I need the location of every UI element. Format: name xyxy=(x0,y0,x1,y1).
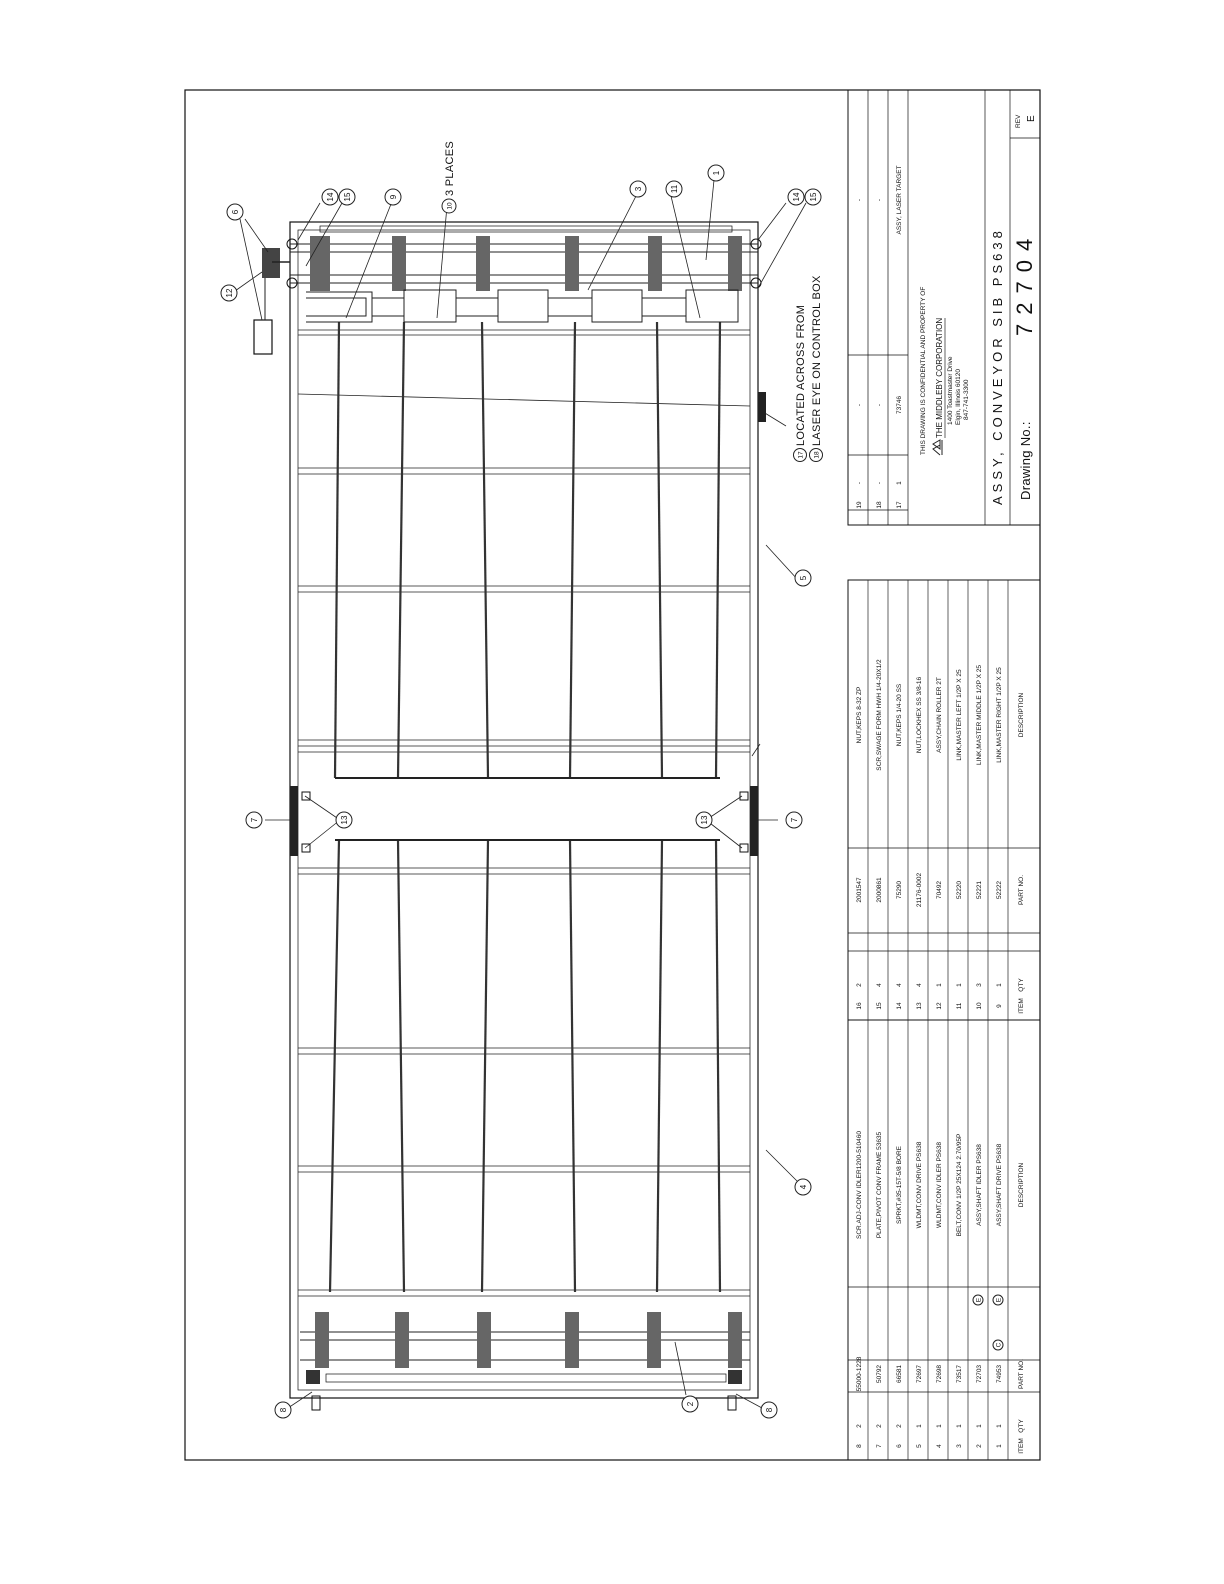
svg-text:NUT,LOCKHEX SS 3/8-16: NUT,LOCKHEX SS 3/8-16 xyxy=(916,676,923,754)
svg-text:55000-1228: 55000-1228 xyxy=(856,1356,863,1392)
svg-text:9: 9 xyxy=(996,1004,1003,1008)
balloon-4 xyxy=(795,1179,811,1195)
bom-part-rev-mark xyxy=(993,1340,1003,1350)
svg-text:15: 15 xyxy=(876,1002,883,1010)
bom-part-no xyxy=(936,1365,943,1383)
idler-shaft xyxy=(300,1312,750,1410)
bom-qty xyxy=(896,1424,903,1428)
svg-text:1: 1 xyxy=(996,1444,1003,1448)
bom-qty xyxy=(876,1424,883,1428)
bom-qty xyxy=(976,1424,983,1428)
master-links xyxy=(306,290,738,322)
note-laser-eye xyxy=(810,275,824,461)
svg-text:7: 7 xyxy=(250,817,259,823)
bom-qty xyxy=(976,983,983,987)
svg-text:12: 12 xyxy=(936,1002,943,1010)
bom-part-no xyxy=(916,1365,923,1383)
svg-text:75290: 75290 xyxy=(896,880,903,900)
svg-text:3: 3 xyxy=(976,983,983,987)
svg-text:2: 2 xyxy=(856,1424,863,1428)
svg-text:70492: 70492 xyxy=(936,880,943,900)
svg-text:1: 1 xyxy=(936,1424,943,1428)
svg-text:3: 3 xyxy=(956,1444,963,1448)
bom-item xyxy=(936,1002,943,1010)
svg-text:50792: 50792 xyxy=(876,1364,883,1384)
svg-text:5: 5 xyxy=(916,1444,923,1448)
svg-text:THE MIDDLEBY CORPORATION: THE MIDDLEBY CORPORATION xyxy=(935,317,944,438)
bom-qty xyxy=(856,482,863,484)
svg-text:11: 11 xyxy=(956,1002,963,1010)
svg-text:8: 8 xyxy=(279,1407,288,1413)
bom-part-no xyxy=(996,1365,1003,1383)
drawing-border xyxy=(185,90,1040,1460)
svg-text:1: 1 xyxy=(916,1424,923,1428)
svg-text:LASER EYE ON CONTROL BOX: LASER EYE ON CONTROL BOX xyxy=(811,275,823,446)
bom-item xyxy=(896,1444,903,1448)
svg-text:2: 2 xyxy=(976,1444,983,1448)
svg-text:21176-0002: 21176-0002 xyxy=(916,872,923,908)
bom-right-text xyxy=(856,165,903,508)
bom-description xyxy=(876,199,883,201)
svg-text:DESCRIPTION: DESCRIPTION xyxy=(1018,1162,1025,1208)
svg-text:SCR,SWAGE FORM HWH 1/4-20X1/2: SCR,SWAGE FORM HWH 1/4-20X1/2 xyxy=(876,659,883,771)
svg-text:18: 18 xyxy=(876,501,883,509)
svg-text:72697: 72697 xyxy=(916,1364,923,1384)
drawing-number-label xyxy=(1018,421,1033,500)
svg-text:15: 15 xyxy=(809,192,818,202)
bom-part-no xyxy=(936,881,943,899)
svg-text:-: - xyxy=(856,403,863,407)
bom-item xyxy=(856,501,863,509)
svg-text:ASSY, CONVEYOR SIB PS638: ASSY, CONVEYOR SIB PS638 xyxy=(990,227,1005,505)
svg-text:-: - xyxy=(876,403,883,407)
bom-part-no xyxy=(896,396,903,414)
svg-text:11: 11 xyxy=(670,184,679,194)
balloon-8-left xyxy=(275,1402,291,1418)
balloon-12 xyxy=(221,285,237,301)
svg-text:LINK,MASTER LEFT 1/2P X 25: LINK,MASTER LEFT 1/2P X 25 xyxy=(956,669,963,761)
svg-text:10: 10 xyxy=(976,1002,983,1010)
svg-text:1: 1 xyxy=(936,983,943,987)
item-balloons xyxy=(221,165,821,1418)
svg-text:14: 14 xyxy=(896,1002,903,1010)
bom-table-left xyxy=(848,1020,1040,1460)
svg-text:4: 4 xyxy=(876,983,883,987)
balloon-14-left xyxy=(322,189,338,205)
title-confidential xyxy=(920,287,927,455)
bom-qty xyxy=(956,983,963,987)
svg-text:LOCATED ACROSS FROM: LOCATED ACROSS FROM xyxy=(795,304,807,446)
svg-text:10: 10 xyxy=(446,202,454,210)
svg-text:3 PLACES: 3 PLACES xyxy=(444,141,456,196)
svg-text:8: 8 xyxy=(856,1444,863,1448)
svg-text:9: 9 xyxy=(389,194,398,200)
svg-text:1: 1 xyxy=(896,481,903,485)
svg-text:74953: 74953 xyxy=(996,1364,1003,1384)
svg-text:WLDMT,CONV DRIVE PS638: WLDMT,CONV DRIVE PS638 xyxy=(916,1141,923,1229)
svg-text:Drawing No.:: Drawing No.: xyxy=(1018,421,1033,500)
svg-text:SPRKT,#35-15T-5/8 BORE: SPRKT,#35-15T-5/8 BORE xyxy=(896,1145,903,1225)
bom-item xyxy=(936,1444,943,1448)
svg-text:7: 7 xyxy=(876,1444,883,1448)
bom-part-no xyxy=(976,1365,983,1383)
svg-text:ITEM: ITEM xyxy=(1018,998,1025,1014)
svg-text:QTY: QTY xyxy=(1018,1419,1025,1433)
balloon-8-right xyxy=(761,1402,777,1418)
svg-text:52221: 52221 xyxy=(976,880,983,900)
bom-description xyxy=(956,1134,963,1237)
bom-qty xyxy=(896,983,903,987)
svg-text:18: 18 xyxy=(813,451,821,459)
svg-text:E: E xyxy=(975,1297,983,1303)
bom-part-no xyxy=(996,881,1003,899)
svg-text:66581: 66581 xyxy=(896,1364,903,1384)
bom-part-no xyxy=(896,881,903,899)
conveyor-drawing xyxy=(254,222,766,1413)
bom-item xyxy=(916,1002,923,1010)
bom-part-no xyxy=(876,404,883,406)
svg-text:2000861: 2000861 xyxy=(876,877,883,903)
svg-text:ASSY,SHAFT DRIVE PS638: ASSY,SHAFT DRIVE PS638 xyxy=(996,1143,1003,1227)
svg-text:ASSY,SHAFT IDLER PS638: ASSY,SHAFT IDLER PS638 xyxy=(976,1144,983,1226)
svg-text:1: 1 xyxy=(956,1424,963,1428)
bom-header-desc xyxy=(1018,1162,1025,1207)
svg-text:PLATE,PIVOT CONV FRAME 53635: PLATE,PIVOT CONV FRAME 53635 xyxy=(876,1131,883,1239)
bom-item xyxy=(896,501,903,509)
bom-description xyxy=(956,669,963,761)
bom-qty xyxy=(996,983,1003,987)
bom-item xyxy=(856,1002,863,1010)
svg-text:4: 4 xyxy=(799,1184,808,1190)
svg-text:-: - xyxy=(876,481,883,485)
bom-item xyxy=(876,501,883,509)
svg-text:LINK,MASTER RIGHT 1/2P X 25: LINK,MASTER RIGHT 1/2P X 25 xyxy=(996,667,1003,763)
bom-header-item xyxy=(1018,998,1025,1014)
bom-part-no xyxy=(916,873,923,908)
title-company xyxy=(935,318,944,438)
bom-description xyxy=(936,1142,943,1228)
chain-roller-assembly xyxy=(254,248,290,354)
rev-value xyxy=(1026,115,1037,122)
bom-header-qty xyxy=(1018,1419,1025,1433)
bom-qty xyxy=(876,983,883,987)
drive-shaft xyxy=(287,226,761,291)
bom-header-qty xyxy=(1018,978,1025,992)
bom-left-text xyxy=(856,1131,1025,1454)
svg-text:72703: 72703 xyxy=(976,1364,983,1384)
svg-text:ASSY, LASER TARGET: ASSY, LASER TARGET xyxy=(896,165,903,235)
svg-text:3: 3 xyxy=(634,186,643,192)
bom-qty xyxy=(896,481,903,485)
svg-text:19: 19 xyxy=(856,501,863,509)
svg-text:15: 15 xyxy=(343,192,352,202)
conveyor-frame xyxy=(290,222,758,1398)
svg-text:73517: 73517 xyxy=(956,1364,963,1384)
bom-description xyxy=(996,667,1003,763)
bom-qty xyxy=(936,983,943,987)
bom-item xyxy=(976,1444,983,1448)
svg-text:52220: 52220 xyxy=(956,880,963,900)
bom-part-no xyxy=(976,881,983,899)
svg-text:PART NO.: PART NO. xyxy=(1018,1359,1025,1389)
balloon-13-right xyxy=(696,812,712,828)
laser-target-bracket xyxy=(758,392,766,422)
pivot-plate-left xyxy=(290,786,298,856)
note-three-places xyxy=(442,141,456,213)
bom-rev-mark xyxy=(973,1295,983,1305)
svg-text:E: E xyxy=(995,1297,1003,1303)
bom-part-no xyxy=(956,1365,963,1383)
bom-part-no xyxy=(856,877,863,903)
svg-text:17: 17 xyxy=(797,451,805,459)
svg-text:E: E xyxy=(1026,115,1037,122)
svg-text:C: C xyxy=(995,1342,1003,1348)
bom-part-no xyxy=(876,877,883,903)
svg-text:13: 13 xyxy=(916,1002,923,1010)
balloon-2 xyxy=(682,1396,698,1412)
svg-text:-: - xyxy=(856,481,863,485)
cross-members xyxy=(298,330,750,1296)
bom-table-mid xyxy=(848,580,1040,1020)
svg-text:73746: 73746 xyxy=(896,395,903,415)
svg-text:2: 2 xyxy=(896,1424,903,1428)
svg-text:13: 13 xyxy=(340,815,349,825)
svg-text:REV: REV xyxy=(1015,114,1022,128)
svg-text:-: - xyxy=(856,198,863,202)
svg-text:7: 7 xyxy=(790,817,799,823)
svg-text:2: 2 xyxy=(686,1401,695,1407)
svg-text:1: 1 xyxy=(996,983,1003,987)
rev-label xyxy=(1015,114,1022,128)
svg-text:4: 4 xyxy=(916,983,923,987)
title-address1 xyxy=(947,356,954,425)
svg-text:LINK,MASTER MIDDLE 1/2P X 25: LINK,MASTER MIDDLE 1/2P X 25 xyxy=(976,665,983,765)
bom-part-no xyxy=(956,881,963,899)
svg-text:WLDMT,CONV IDLER PS638: WLDMT,CONV IDLER PS638 xyxy=(936,1142,943,1228)
svg-text:THIS DRAWING IS CONFIDENTIAL A: THIS DRAWING IS CONFIDENTIAL AND PROPERTY OF xyxy=(920,286,927,455)
belt-rods-lower xyxy=(330,840,720,1292)
bom-item xyxy=(876,1444,883,1448)
company-logo xyxy=(933,440,942,455)
balloon-3 xyxy=(630,181,646,197)
svg-text:ASSY,CHAIN ROLLER 2T: ASSY,CHAIN ROLLER 2T xyxy=(936,677,943,753)
bom-description xyxy=(896,683,903,746)
svg-text:72698: 72698 xyxy=(936,1364,943,1384)
svg-text:52222: 52222 xyxy=(996,880,1003,900)
bom-qty xyxy=(996,1424,1003,1428)
balloon-7-right xyxy=(786,812,802,828)
bom-header-part xyxy=(1018,1359,1025,1389)
bom-qty xyxy=(916,983,923,987)
balloon-14-right xyxy=(788,189,804,205)
bom-item xyxy=(896,1002,903,1010)
svg-text:SCR.ADJ-CONV IDLER1200-510460: SCR.ADJ-CONV IDLER1200-510460 xyxy=(856,1130,863,1240)
balloon-11 xyxy=(666,181,682,197)
svg-text:QTY: QTY xyxy=(1018,978,1025,992)
svg-text:12: 12 xyxy=(225,288,234,298)
bom-mid-text xyxy=(856,659,1025,1014)
bom-description xyxy=(976,665,983,765)
bom-item xyxy=(916,1444,923,1448)
pivot-plate-right xyxy=(750,786,758,856)
bom-item xyxy=(876,1002,883,1010)
balloon-15-right xyxy=(805,189,821,205)
bom-item xyxy=(956,1444,963,1448)
bom-description xyxy=(896,165,903,234)
svg-text:4: 4 xyxy=(936,1444,943,1448)
drawing-title xyxy=(990,227,1005,505)
svg-text:NUT,KEPS 1/4-20 SS: NUT,KEPS 1/4-20 SS xyxy=(896,683,903,747)
svg-text:14: 14 xyxy=(792,192,801,202)
svg-text:6: 6 xyxy=(231,209,240,215)
svg-text:14: 14 xyxy=(326,192,335,202)
svg-text:1: 1 xyxy=(956,983,963,987)
svg-text:1: 1 xyxy=(712,170,721,176)
note-laser xyxy=(794,305,808,462)
svg-text:5: 5 xyxy=(799,575,808,581)
bom-item xyxy=(956,1002,963,1009)
svg-text:PART NO.: PART NO. xyxy=(1018,875,1025,905)
bom-description xyxy=(936,677,943,753)
drawing-number xyxy=(1012,230,1037,336)
bom-item xyxy=(996,1004,1003,1008)
bom-qty xyxy=(876,482,883,484)
bom-description xyxy=(856,1131,863,1239)
svg-text:2: 2 xyxy=(876,1424,883,1428)
svg-text:DESCRIPTION: DESCRIPTION xyxy=(1018,692,1025,738)
svg-text:ITEM: ITEM xyxy=(1018,1438,1025,1454)
svg-text:17: 17 xyxy=(896,501,903,509)
bom-header-part xyxy=(1018,875,1025,905)
bom-description xyxy=(876,659,883,771)
belt-rods-upper xyxy=(335,322,720,778)
bom-qty xyxy=(856,1424,863,1428)
bom-part-no xyxy=(856,1356,863,1391)
bom-qty xyxy=(956,1424,963,1428)
bom-part-no xyxy=(856,404,863,406)
svg-text:847-741-3300: 847-741-3300 xyxy=(963,379,970,420)
balloon-7-left xyxy=(246,812,262,828)
svg-text:6: 6 xyxy=(896,1444,903,1448)
svg-text:4: 4 xyxy=(896,983,903,987)
bom-description xyxy=(916,1141,923,1228)
bom-description xyxy=(976,1144,983,1226)
svg-text:NUT,KEPS 8-32 ZP: NUT,KEPS 8-32 ZP xyxy=(856,686,863,744)
svg-text:2: 2 xyxy=(856,983,863,987)
svg-text:1: 1 xyxy=(996,1424,1003,1428)
bom-description xyxy=(916,677,923,754)
bom-header-item xyxy=(1018,1438,1025,1454)
bom-qty xyxy=(856,983,863,987)
svg-text:13: 13 xyxy=(700,815,709,825)
bom-qty xyxy=(916,1424,923,1428)
bom-description xyxy=(876,1131,883,1238)
balloon-15-left xyxy=(339,189,355,205)
balloon-6 xyxy=(227,204,243,220)
bom-description xyxy=(856,199,863,201)
svg-text:1400 Toastmaster Drive: 1400 Toastmaster Drive xyxy=(947,356,954,425)
balloon-5 xyxy=(795,570,811,586)
svg-text:2001547: 2001547 xyxy=(856,877,863,903)
svg-text:Elgin, Illinois 60120: Elgin, Illinois 60120 xyxy=(955,368,962,425)
bom-rev-mark xyxy=(993,1295,1003,1305)
svg-text:72704: 72704 xyxy=(1012,229,1037,336)
bom-item xyxy=(996,1444,1003,1448)
svg-text:BELT,CONV 1/2P 25X124 2.70/95P: BELT,CONV 1/2P 25X124 2.70/95P xyxy=(956,1133,963,1237)
bom-item xyxy=(856,1444,863,1448)
balloon-1 xyxy=(708,165,724,181)
bom-description xyxy=(856,687,863,744)
bom-part-no xyxy=(876,1365,883,1383)
bom-header-desc xyxy=(1018,692,1025,737)
svg-text:1: 1 xyxy=(976,1424,983,1428)
bom-item xyxy=(976,1002,983,1010)
svg-text:8: 8 xyxy=(765,1407,774,1413)
svg-text:16: 16 xyxy=(856,1002,863,1010)
title-phone xyxy=(963,379,970,420)
balloon-9 xyxy=(385,189,401,205)
bom-qty xyxy=(936,1424,943,1428)
svg-text:-: - xyxy=(876,198,883,202)
title-address2 xyxy=(955,369,962,425)
bom-description xyxy=(896,1145,903,1224)
balloon-13-left xyxy=(336,812,352,828)
bom-description xyxy=(996,1143,1003,1226)
bom-part-no xyxy=(896,1365,903,1383)
